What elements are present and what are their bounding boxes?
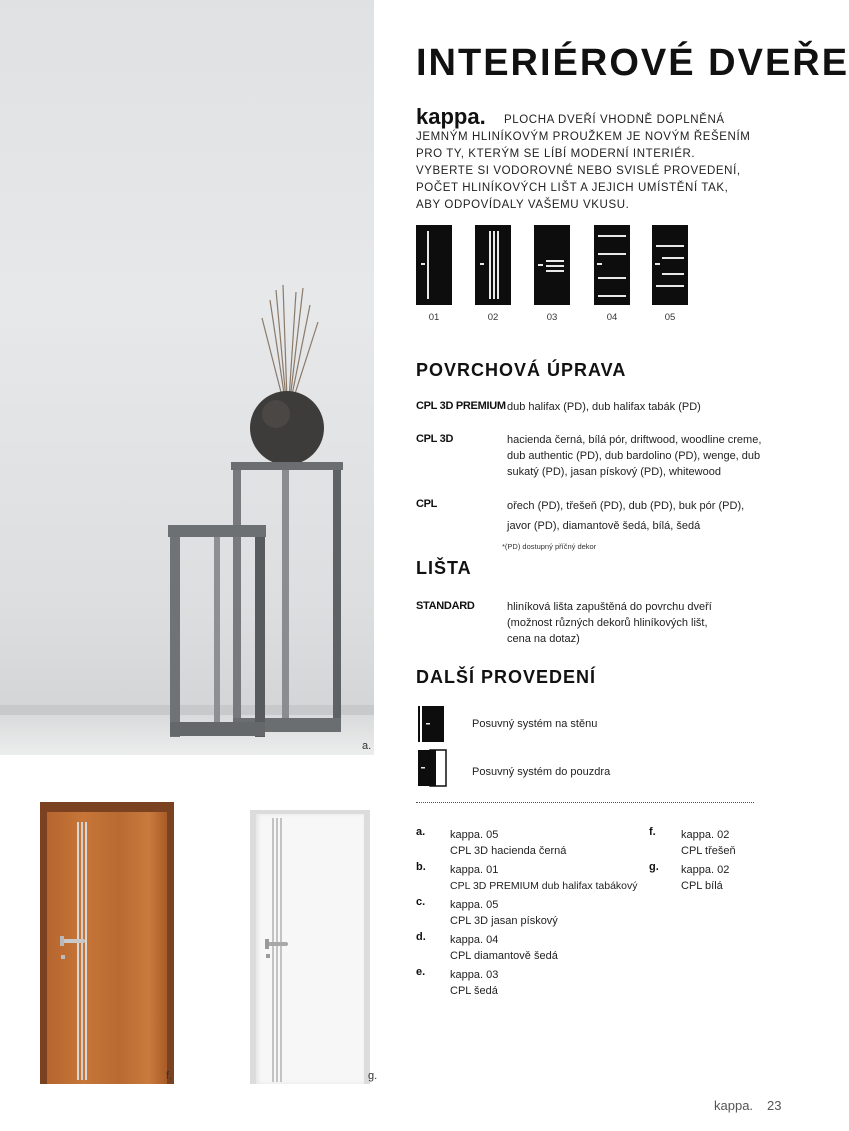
- pd-note: *(PD) dostupný příčný dekor: [502, 542, 597, 551]
- footer-brand: kappa.: [714, 1098, 754, 1113]
- other-heading: DALŠÍ PROVEDENÍ: [416, 667, 597, 687]
- surface-label-cpl3d-premium: CPL 3D PREMIUM: [416, 400, 506, 412]
- variant-03-door: [534, 225, 570, 305]
- lista-line: cena na dotaz): [507, 633, 580, 645]
- sliding-wall-label: Posuvný systém na stěnu: [472, 718, 598, 730]
- intro-rest: HLINÍKOVÝM PROUŽKEM JE NOVÝM ŘEŠENÍM PRO TY, KTERÝM SE LÍBÍ MODERNÍ INTERIÉR. VYBERTE SI VODOROVNÉ NEBO SVISLÉ PROVEDENÍ, POČET HLINÍKOVÝCH LIŠT A JEJICH UMÍSTĚNÍ TAK, ABY ODPOVÍDALY VAŠEMU VKUSU.: [416, 131, 751, 211]
- caption-desc: CPL diamantově šedá: [450, 950, 558, 962]
- caption-e: [450, 967, 498, 999]
- variant-01-label: 01: [428, 312, 440, 323]
- door-photo-f: [40, 802, 174, 1084]
- surface-line: javor (PD), diamantově šedá, bílá, šedá: [507, 520, 701, 532]
- variant-04-door: [594, 225, 630, 305]
- caption-name: kappa. 02: [681, 829, 730, 841]
- caption-g: [681, 862, 729, 894]
- caption-letter: g.: [649, 861, 659, 873]
- sliding-pocket-icon: [416, 750, 448, 788]
- caption-desc: CPL bílá: [681, 880, 723, 892]
- surface-values-cpl3d-premium: [507, 399, 701, 415]
- variant-05-door: [652, 225, 688, 305]
- variant-04-label: 04: [606, 312, 618, 323]
- caption-desc: CPL šedá: [450, 985, 498, 997]
- variant-05-label: 05: [664, 312, 676, 323]
- photo-label-f: f.: [166, 1070, 173, 1082]
- caption-name: kappa. 02: [681, 864, 730, 876]
- lista-line: (možnost různých dekorů hliníkových lišt,: [507, 617, 708, 629]
- door-photo-g: [250, 810, 370, 1084]
- caption-letter: c.: [416, 896, 426, 908]
- caption-letter: f.: [649, 826, 656, 838]
- surface-line: sukatý (PD), jasan pískový (PD), whitewood: [507, 466, 721, 478]
- caption-desc: CPL 3D jasan pískový: [450, 915, 558, 927]
- variant-02-door: [475, 225, 511, 305]
- caption-name: kappa. 01: [450, 864, 499, 876]
- page-title: INTERIÉROVÉ DVEŘE: [416, 42, 849, 84]
- caption-name: kappa. 03: [450, 969, 499, 981]
- variant-02-label: 02: [487, 312, 499, 323]
- divider: [416, 802, 754, 803]
- caption-letter: e.: [416, 966, 426, 978]
- sliding-wall-icon: [416, 706, 446, 744]
- caption-name: kappa. 05: [450, 829, 499, 841]
- surface-heading: POVRCHOVÁ ÚPRAVA: [416, 360, 627, 380]
- caption-letter: d.: [416, 931, 426, 943]
- caption-c: [450, 897, 558, 929]
- caption-name: kappa. 05: [450, 899, 499, 911]
- photo-label-g: g.: [368, 1070, 378, 1082]
- caption-f: [681, 827, 736, 859]
- lista-values: [507, 599, 712, 647]
- intro-first-line: PLOCHA DVEŘÍ VHODNĚ DOPLNĚNÁ JEMNÝM: [416, 114, 725, 143]
- caption-letter: a.: [416, 826, 426, 838]
- main-photo: [0, 0, 374, 755]
- pedestal-vase-illustration: [0, 0, 374, 755]
- caption-desc: CPL 3D PREMIUM dub halifax tabákový: [450, 880, 638, 892]
- caption-letter: b.: [416, 861, 426, 873]
- door-handle-icon: [266, 942, 288, 946]
- surface-line: hacienda černá, bílá pór, driftwood, woodline creme,: [507, 434, 762, 446]
- photo-label-a: a.: [362, 740, 372, 752]
- surface-values-cpl3d: [507, 432, 761, 480]
- surface-line: dub halifax (PD), dub halifax tabák (PD): [507, 401, 701, 413]
- caption-a: [450, 827, 566, 859]
- sliding-pocket-label: Posuvný systém do pouzdra: [472, 766, 611, 778]
- surface-label-cpl3d: CPL 3D: [416, 433, 454, 445]
- caption-name: kappa. 04: [450, 934, 499, 946]
- brand-name: kappa.: [416, 104, 486, 129]
- surface-line: dub authentic (PD), dub bardolino (PD), wenge, dub: [507, 450, 761, 462]
- lista-label-standard: STANDARD: [416, 600, 475, 612]
- intro-text: [416, 112, 756, 214]
- surface-line: ořech (PD), třešeň (PD), dub (PD), buk pór (PD),: [507, 500, 745, 512]
- variant-01-door: [416, 225, 452, 305]
- caption-desc: CPL třešeň: [681, 845, 736, 857]
- lista-line: hliníková lišta zapuštěná do povrchu dveří: [507, 601, 712, 613]
- caption-desc: CPL 3D hacienda černá: [450, 845, 567, 857]
- caption-b: [450, 862, 638, 894]
- variant-03-label: 03: [546, 312, 558, 323]
- lista-heading: LIŠTA: [416, 558, 472, 578]
- page-number: 23: [767, 1098, 782, 1113]
- surface-label-cpl: CPL: [416, 498, 438, 510]
- surface-values-cpl: [507, 496, 744, 536]
- door-handle-icon: [61, 939, 85, 943]
- caption-d: [450, 932, 558, 964]
